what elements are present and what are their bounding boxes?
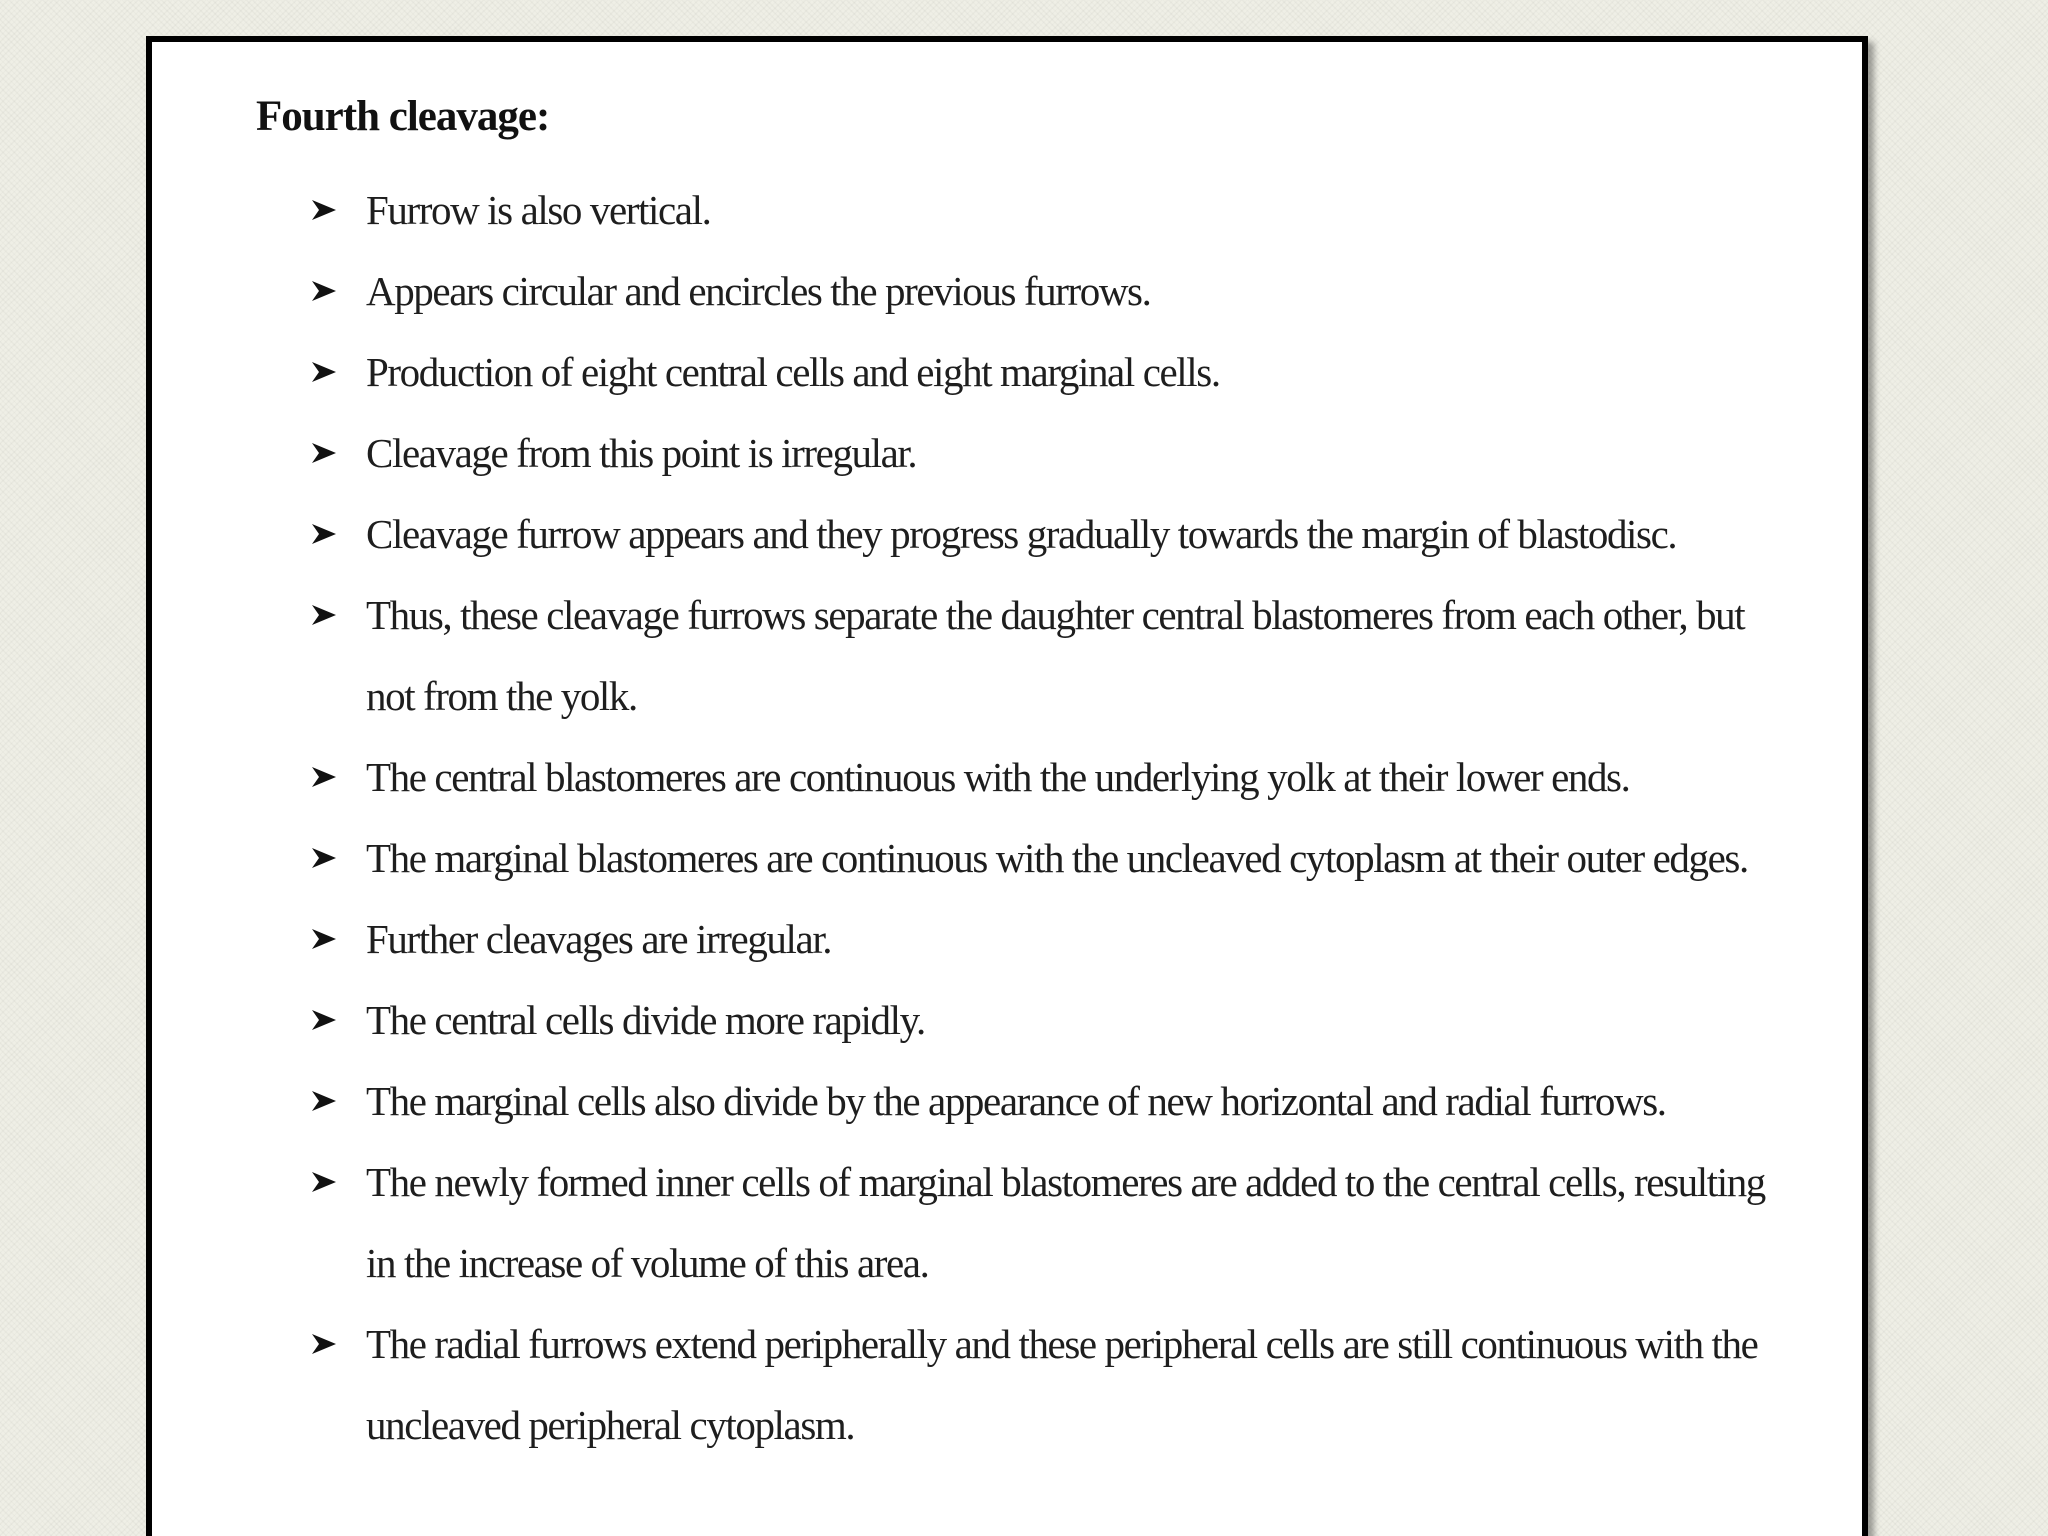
- arrowhead-bullet-icon: [310, 601, 338, 629]
- bullet-item-2: [310, 251, 1780, 332]
- arrowhead-bullet-icon: [310, 439, 338, 467]
- arrowhead-bullet-icon: [310, 925, 338, 953]
- bullet-item-5: [310, 494, 1780, 575]
- bullet-text: Furrow is also vertical.: [366, 187, 711, 233]
- bullet-text: The central cells divide more rapidly.: [366, 997, 925, 1043]
- bullet-item-6: [310, 575, 1780, 737]
- bullet-item-11: [310, 1061, 1780, 1142]
- bullet-text: Further cleavages are irregular.: [366, 916, 832, 962]
- bullet-item-7: [310, 737, 1780, 818]
- bullet-text: The marginal cells also divide by the appearance of new horizontal and radial furrows.: [366, 1078, 1666, 1124]
- bullet-text: The newly formed inner cells of marginal blastomeres are added to the central cells, resulting in the increase of volume of this area.: [366, 1159, 1765, 1286]
- bullet-text: Thus, these cleavage furrows separate the daughter central blastomeres from each other, but not from the yolk.: [366, 592, 1745, 719]
- bullet-item-13: [310, 1304, 1780, 1466]
- bullet-item-4: [310, 413, 1780, 494]
- arrowhead-bullet-icon: [310, 1087, 338, 1115]
- arrowhead-bullet-icon: [310, 358, 338, 386]
- arrowhead-bullet-icon: [310, 844, 338, 872]
- arrowhead-bullet-icon: [310, 520, 338, 548]
- bullet-list: [310, 170, 1780, 1466]
- bullet-item-9: [310, 899, 1780, 980]
- bullet-item-12: [310, 1142, 1780, 1304]
- bullet-item-1: [310, 170, 1780, 251]
- bullet-text: Cleavage furrow appears and they progress gradually towards the margin of blastodisc.: [366, 511, 1677, 557]
- arrowhead-bullet-icon: [310, 1330, 338, 1358]
- bullet-text: The marginal blastomeres are continuous with the uncleaved cytoplasm at their outer edges.: [366, 835, 1748, 881]
- bullet-text: The central blastomeres are continuous with the underlying yolk at their lower ends.: [366, 754, 1630, 800]
- arrowhead-bullet-icon: [310, 277, 338, 305]
- bullet-text: Cleavage from this point is irregular.: [366, 430, 917, 476]
- arrowhead-bullet-icon: [310, 1006, 338, 1034]
- bullet-text: The radial furrows extend peripherally and these peripheral cells are still continuous with the uncleaved peripheral cytoplasm.: [366, 1321, 1758, 1448]
- bullet-text: Appears circular and encircles the previous furrows.: [366, 268, 1151, 314]
- arrowhead-bullet-icon: [310, 1168, 338, 1196]
- arrowhead-bullet-icon: [310, 763, 338, 791]
- bullet-text: Production of eight central cells and eight marginal cells.: [366, 349, 1220, 395]
- bullet-item-10: [310, 980, 1780, 1061]
- bullet-item-8: [310, 818, 1780, 899]
- slide-heading: Fourth cleavage:: [256, 93, 550, 140]
- bullet-item-3: [310, 332, 1780, 413]
- slide-frame: [146, 36, 1868, 1536]
- arrowhead-bullet-icon: [310, 196, 338, 224]
